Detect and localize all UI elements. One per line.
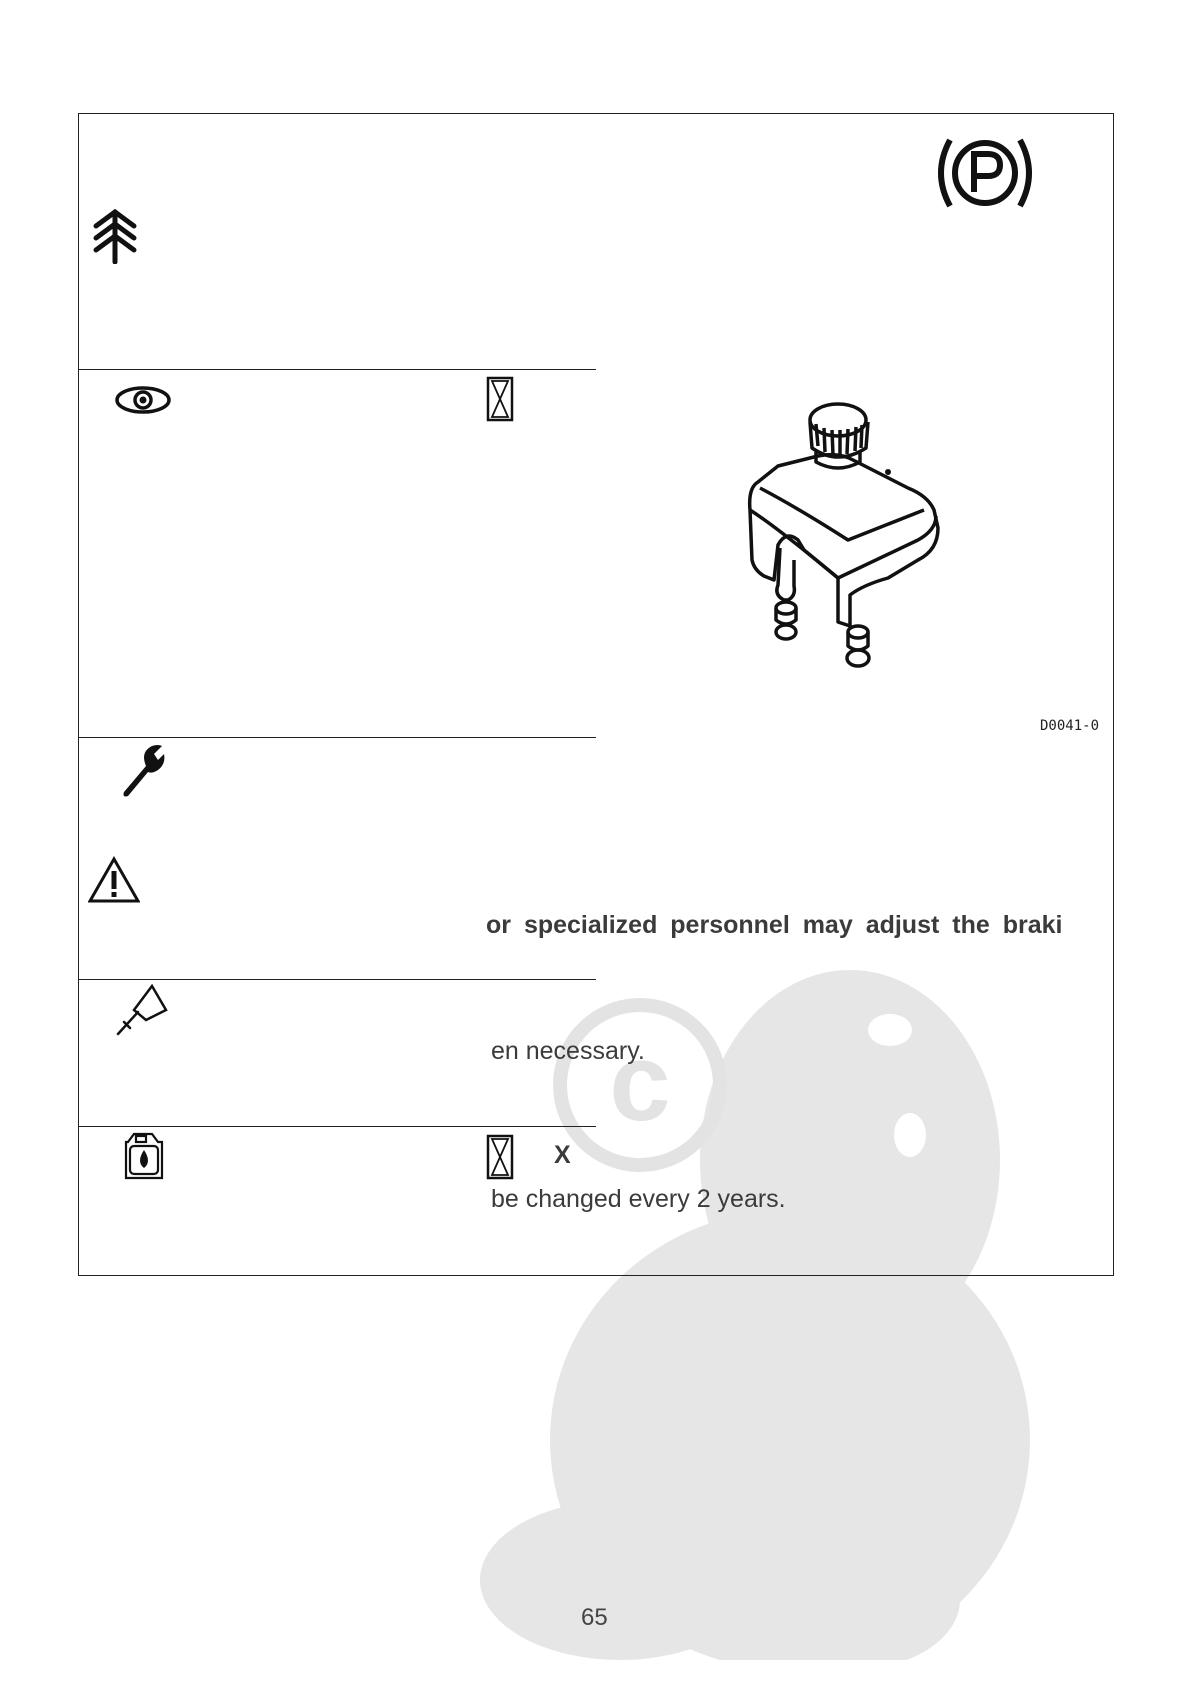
grease-gun-icon [114, 982, 170, 1038]
tree-icon [90, 208, 140, 264]
warning-triangle-icon [88, 856, 140, 904]
figure-code: D0041-0 [1040, 718, 1100, 734]
warning-text-content: or specialized personnel may adjust the braki [486, 911, 1063, 939]
fluid-canister-icon [122, 1130, 166, 1182]
content-frame [78, 113, 1114, 1276]
divider-1 [78, 369, 596, 370]
brake-fluid-reservoir-drawing [738, 400, 970, 676]
hourglass-icon-2 [486, 1134, 514, 1180]
divider-4 [78, 1126, 596, 1127]
eye-icon [114, 384, 172, 416]
hourglass-icon [486, 376, 514, 422]
divider-3 [78, 979, 596, 980]
top-up-text: en necessary. [491, 1037, 645, 1065]
warning-text [486, 911, 1076, 940]
page-number: 65 [581, 1604, 608, 1631]
change-interval-marker: X [554, 1141, 571, 1169]
change-text: be changed every 2 years. [491, 1185, 786, 1213]
wrench-icon [118, 742, 168, 798]
parking-brake-icon [930, 132, 1040, 214]
divider-2 [78, 737, 596, 738]
svg-text:c: c [609, 1021, 671, 1144]
